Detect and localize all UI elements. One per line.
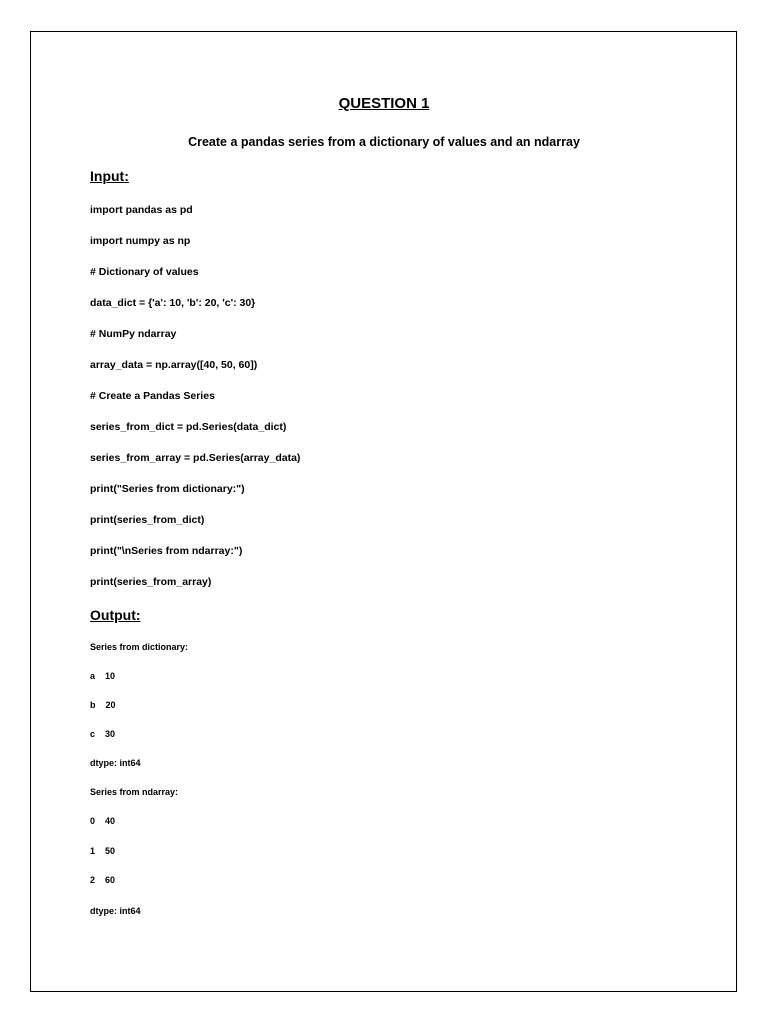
output-line: dtype: int64 — [90, 906, 141, 916]
input-line: print("Series from dictionary:") — [90, 483, 245, 495]
page-border — [30, 31, 737, 992]
output-line: c 30 — [90, 729, 116, 739]
output-line: a 10 — [90, 671, 116, 681]
input-line: # Dictionary of values — [90, 266, 199, 278]
input-line: series_from_array = pd.Series(array_data) — [90, 452, 301, 464]
output-heading: Output: — [90, 607, 141, 623]
output-line: 1 50 — [90, 846, 116, 856]
input-heading: Input: — [90, 168, 129, 184]
page-title: QUESTION 1 — [338, 95, 430, 112]
input-line: print(series_from_dict) — [90, 514, 205, 526]
input-line: series_from_dict = pd.Series(data_dict) — [90, 421, 287, 433]
input-line: import pandas as pd — [90, 204, 193, 216]
input-line: import numpy as np — [90, 235, 191, 247]
input-line: array_data = np.array([40, 50, 60]) — [90, 359, 258, 371]
input-line: data_dict = {'a': 10, 'b': 20, 'c': 30} — [90, 297, 256, 309]
output-line: 0 40 — [90, 816, 116, 826]
input-line: print("\nSeries from ndarray:") — [90, 545, 243, 557]
output-line: 2 60 — [90, 875, 116, 885]
input-line: # Create a Pandas Series — [90, 390, 215, 402]
input-line: # NumPy ndarray — [90, 328, 177, 340]
input-line: print(series_from_array) — [90, 576, 212, 588]
output-line: Series from ndarray: — [90, 787, 179, 797]
output-line: dtype: int64 — [90, 758, 141, 768]
output-line: Series from dictionary: — [90, 642, 189, 652]
question-text: Create a pandas series from a dictionary of values and an ndarray — [188, 135, 580, 149]
output-line: b 20 — [90, 700, 116, 710]
